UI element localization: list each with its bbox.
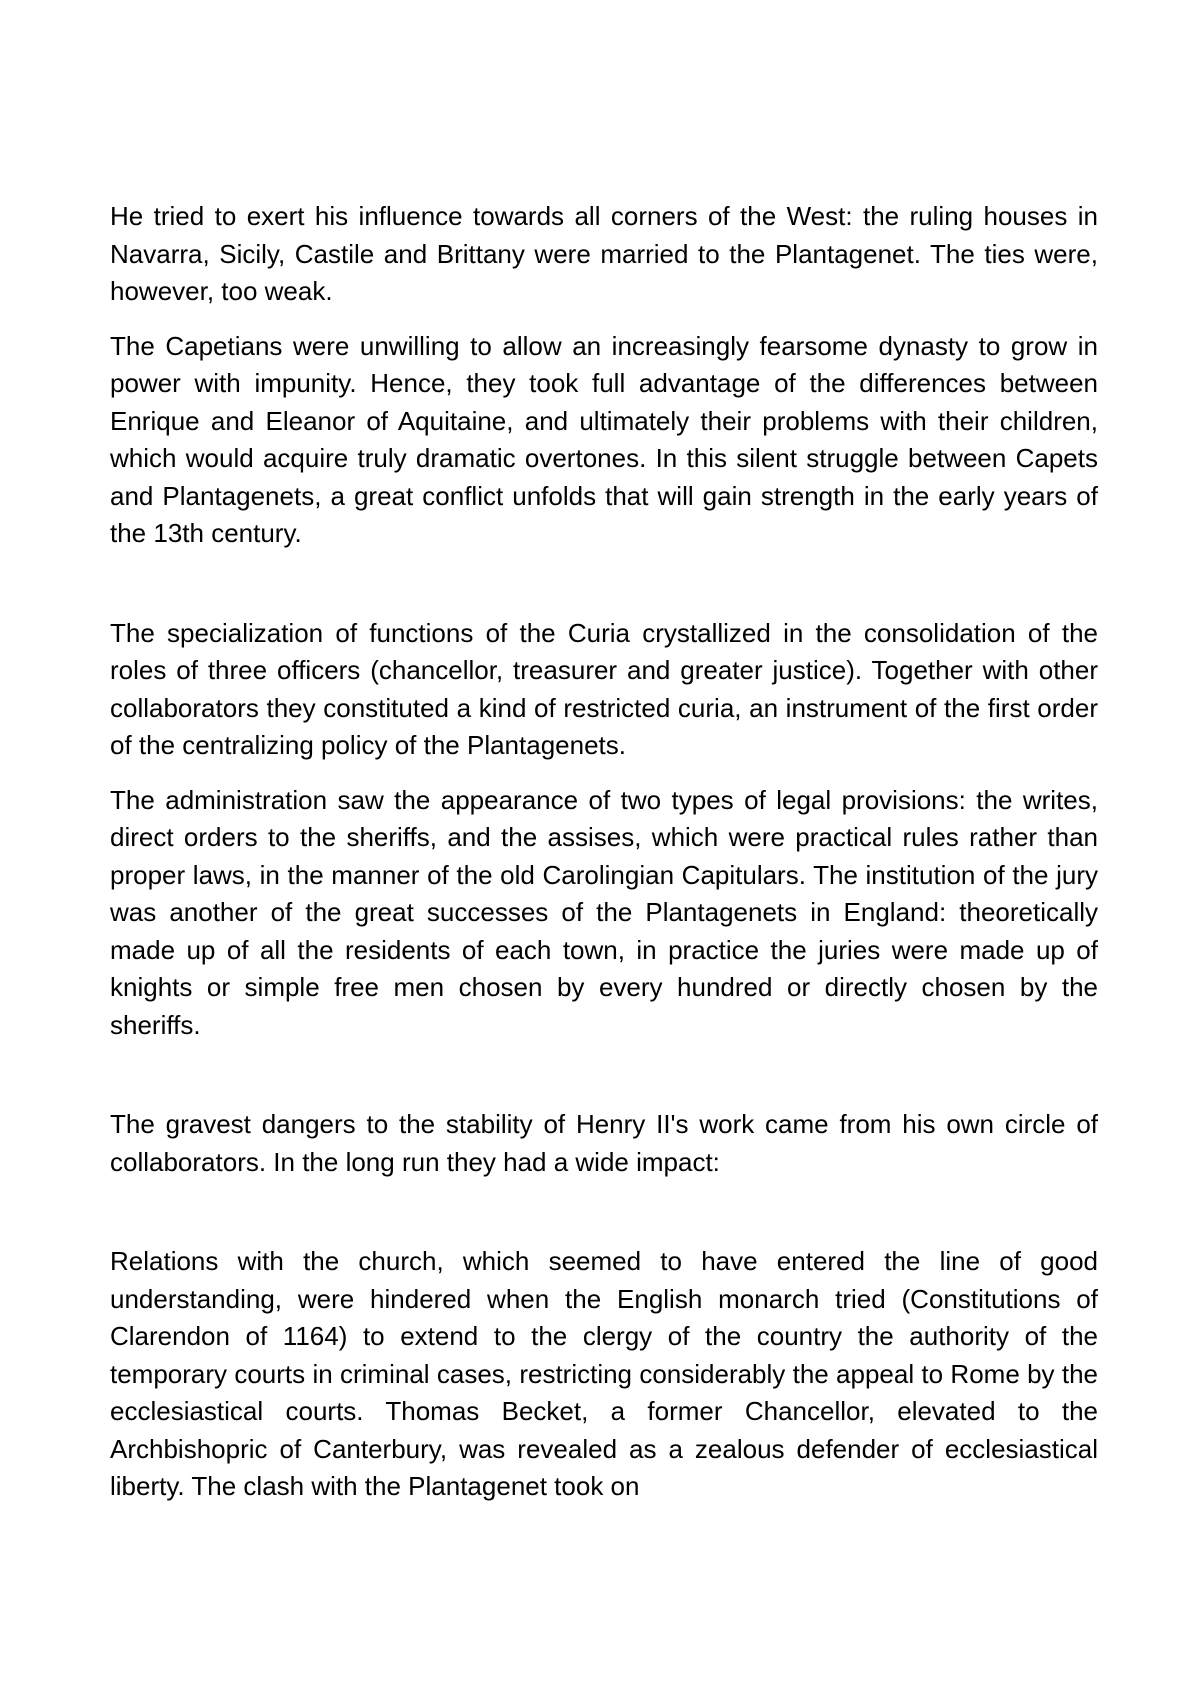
paragraph-church-relations: Relations with the church, which seemed to have entered the line of good understanding, were hindered when the English monarch tried (Constitutions of Clarendon of 1164) to extend to the clergy of the country the authority of the temporary courts in criminal cases, restricting considerably the appeal to Rome by the ecclesiastical courts. Thomas Becket, a former Chancellor, elevated to the Archbishopric of Canterbury, was revealed as a zealous defender of ecclesiastical liberty. The clash with the Plantagenet took on	[110, 1246, 1098, 1501]
section-spacer	[110, 1181, 1098, 1243]
section-spacer	[110, 1044, 1098, 1106]
paragraph-foreign-influence: He tried to exert his influence towards all corners of the West: the ruling houses in Navarra, Sicily, Castile and Brittany were married to the Plantagenet. The ties were, however, too weak.	[110, 201, 1098, 306]
paragraph-curia: The specialization of functions of the Curia crystallized in the consolidation of the roles of three officers (chancellor, treasurer and greater justice). Together with other collaborators they constituted a kind of restricted curia, an instrument of the first order of the centralizing policy of the Plantagenets.	[110, 617, 1098, 760]
paragraph-gravest-dangers: The gravest dangers to the stability of Henry II's work came from his own circle of collaborators. In the long run they had a wide impact:	[110, 1109, 1098, 1177]
section-spacer	[110, 553, 1098, 615]
paragraph-capetians: The Capetians were unwilling to allow an increasingly fearsome dynasty to grow in power with impunity. Hence, they took full advantage of the differences between Enrique and Eleanor of Aquitaine, and ultimately their problems with their children, which would acquire truly dramatic overtones. In this silent struggle between Capets and Plantagenets, a great conflict unfolds that will gain strength in the early years of the 13th century.	[110, 330, 1098, 548]
document-body	[110, 198, 1098, 1506]
paragraph-spacer	[110, 765, 1098, 782]
paragraph-administration: The administration saw the appearance of two types of legal provisions: the writes, direct orders to the sheriffs, and the assises, which were practical rules rather than proper laws, in the manner of the old Carolingian Capitulars. The institution of the jury was another of the great successes of the Plantagenets in England: theoretically made up of all the residents of each town, in practice the juries were made up of knights or simple free men chosen by every hundred or directly chosen by the sheriffs.	[110, 784, 1098, 1040]
paragraph-spacer	[110, 311, 1098, 328]
